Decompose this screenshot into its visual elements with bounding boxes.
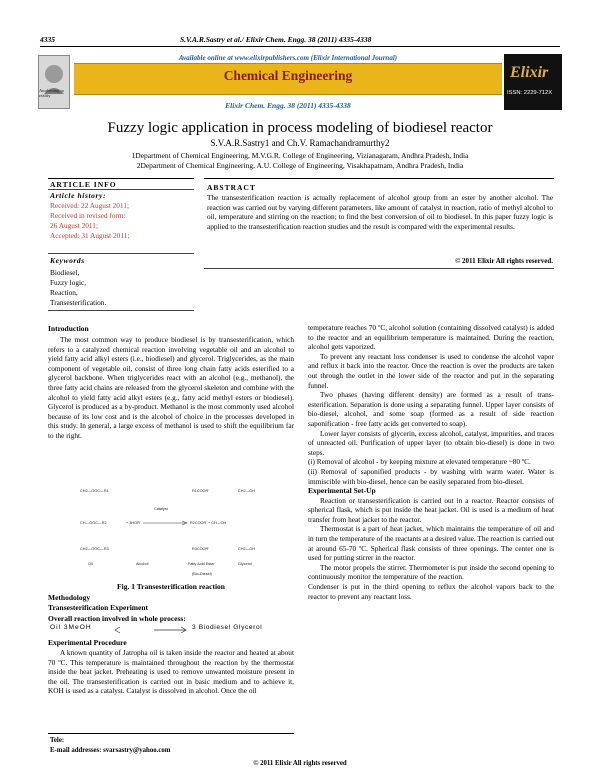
keyword: Fuzzy logic, — [50, 278, 87, 287]
right-p2: To prevent any reactant loss condenser is used to condense the alcohol vapor and reflux it back into the reactor. Once the reaction is over the products are taken out through the outlet in the lower side of the reactor and put in the separating funnel. — [308, 351, 554, 390]
right-p6: (ii) Removal of saponified products - by washing with warm water. Water is immiscible with bio-diesel, hence can be easily separated from bio-diesel. — [308, 466, 554, 486]
overall-reaction-arrows — [114, 626, 188, 634]
footer-copyright: © 2011 Elixir All rights reserved — [253, 760, 347, 767]
intro-heading: Introduction — [48, 324, 89, 333]
available-online: Available online at www.elixirpublishers.com (Elixir International Journal) — [178, 54, 398, 62]
affiliation-2: 2Department of Chemical Engineering, A.U. College of Engineering, Visakhapatnam, Andhra Pradesh, India — [136, 161, 464, 170]
article-info-heading: ARTICLE INFO — [50, 180, 117, 189]
methodology-heading: Methodology — [48, 593, 91, 602]
fig-label-biodiesel: (Bio-Diesel) — [192, 572, 212, 576]
running-title: S.V.A.R.Sastry et al./ Elixir Chem. Engg. 38 (2011) 4335-4338 — [180, 35, 372, 44]
article-title: Fuzzy logic application in process modeling of biodiesel reactor — [107, 120, 493, 136]
right-p5: (i) Removal of alcohol - by keeping mixture at elevated temperature ~80 ºC. — [308, 457, 531, 467]
fig-label-ester: Fatty Acid Ester — [188, 562, 215, 566]
fig-ester-r2: R2COOR' + CH—OH — [190, 521, 227, 525]
fig-label-oil: Oil — [88, 562, 93, 566]
fig-catalyst: Catalyst — [154, 507, 168, 511]
footer-email: E-mail addresses: svarsastry@yahoo.com — [50, 747, 171, 754]
abstract-copyright: © 2011 Elixir All rights reserved. — [455, 257, 553, 265]
fig-oil-r2: CH—OOC—R2 — [80, 521, 107, 525]
abstract-rule-bottom — [204, 268, 554, 269]
reaction-left: Oil 3MeOH — [50, 624, 92, 631]
right-column-text — [308, 323, 554, 601]
fig-oil-r1: CH2—OOC—R1 — [80, 489, 109, 493]
right-p7: Reaction or transesterification is carried out in a reactor. Reactor consists of spherical flask, which is put inside the heat jacket. Oil is used is a medium of heat transfer from heat jacket to the reactor. — [308, 495, 554, 524]
info-rule-mid — [48, 189, 194, 190]
keywords-rule — [48, 253, 194, 254]
fig-ester-r1: R1COOR' — [192, 489, 209, 493]
keyword: Biodiesel, — [50, 268, 80, 277]
abstract-rule-top — [204, 178, 554, 179]
journal-title: Chemical Engineering — [223, 68, 353, 83]
header-rule — [40, 46, 560, 47]
fig-glycerol-r3: CH2—OH — [238, 547, 256, 551]
publisher-logo — [38, 55, 70, 109]
right-p9: The motor propels the stirrer. Thermometer is put inside the second opening to continuously monitor the temperature of the reaction. — [308, 562, 554, 582]
footer-rule — [48, 733, 294, 734]
affiliation-1: 1Department of Chemical Engineering, M.V.G.R. College of Engineering, Vizianagaram, Andhra Pradesh, India — [131, 151, 469, 160]
info-rule-bottom — [48, 310, 194, 311]
setup-heading: Experimental Set-Up — [308, 486, 376, 496]
fig-label-glycerol: Glycerol — [238, 562, 252, 566]
page-number: 4335 — [40, 35, 55, 44]
intro-p1: The most common way to produce biodiesel is by transesterification, which refers to a catalyzed chemical reaction involving vegetable oil and an alcohol to yield fatty acid alkyl esters (i.e., biodiesel) and glycerol. Triglycerides, as the main component of vegetable oil, consist of three long chain fatty acids esterified to a glycerol backbone. When triglycerides react with an alcohol (e.g., methanol), the three fatty acid chains are released from the glycerol skeleton and combine with the alcohol to yield fatty acid alkyl esters (e.g., fatty acid methyl esters or biodiesel). Glycerol is produced as a by-product. Methanol is the most commonly used alcohol because of its low cost and is the alcohol of choice in the processes developed in this study. In general, a large excess of methanol is used to shift the equilibrium far to the right. — [48, 335, 294, 440]
overall-reaction-heading: Overall reaction involved in whole process: — [48, 614, 186, 623]
fig-ester-r3: R3COOR' — [192, 547, 209, 551]
fig-oil-r3: CH2—OOC—R3 — [80, 547, 109, 551]
transesterification-figure — [80, 485, 280, 580]
experimental-procedure-paragraph — [48, 648, 294, 696]
experimental-procedure-heading: Experimental Procedure — [48, 638, 127, 647]
issn: ISSN: 2229-712X — [507, 90, 553, 96]
article-history-heading: Article history: — [50, 191, 107, 200]
right-p10: Condenser is put in the third opening to reflux the alcohol vapors back to the reactor to prevent any reactant loss. — [308, 582, 554, 601]
footer-tele: Tele: — [50, 737, 65, 744]
accepted-date: Accepted: 31 August 2011; — [50, 231, 130, 240]
fig-alcohol: + 3HOR' — [126, 521, 141, 525]
right-p4: Lower layer consists of glycerin, excess alcohol, catalyst, impurities, and traces of unreacted oil. Purification of upper layer (to obtain bio-diesel) is done in two steps. — [308, 428, 554, 457]
elixir-logo — [504, 54, 562, 110]
keyword: Transesterification. — [50, 298, 107, 307]
abstract-heading: ABSTRACT — [207, 183, 256, 192]
fig-label-alcohol: Alcohol — [136, 562, 149, 566]
right-p1: temperature reaches 70 ºC, alcohol solution (containing dissolved catalyst) is added to the reactor and an equilibrium temperature is maintained. During the reaction, alcohol gets vaporized. — [308, 323, 554, 352]
keywords-heading: Keywords — [50, 256, 85, 265]
exp-proc-text: A known quantity of Jatropha oil is taken inside the reactor and heated at about 70 ºC. This temperature is maintained throughout the reaction by the thermostat inside the heat jacket. Preheating is used to remove unwanted moisture present in the oil. The transesterification is carried out in basic medium and to achieve it, KOH is used as a catalyst. Catalyst is dissolved in alcohol. Once the oil — [48, 648, 294, 696]
figure-caption: Fig. 1 Transesterification reaction — [117, 582, 225, 591]
intro-paragraph — [48, 335, 294, 441]
revised-label: Received in revised form: — [50, 211, 126, 220]
received-date: Received: 22 August 2011; — [50, 201, 129, 210]
right-p3: Two phases (having different density) are formed as a result of trans-esterification. Separation is done using a separating funnel. Upper layer consists of bio-diesel, alcohol, and some soap (formed as a result of side reaction saponification - free fatty acids get converted to soap). — [308, 390, 554, 428]
authors: S.V.A.R.Sastry1 and Ch.V. Ramachandramurthy2 — [210, 138, 390, 148]
left-logo-label: Awakening to reality — [39, 88, 64, 98]
transesterification-heading: Transesterification Experiment — [48, 603, 149, 612]
fig-glycerol-r1: CH2—OH — [238, 489, 256, 493]
info-rule-top — [48, 178, 194, 179]
fig-reaction-arrow — [142, 520, 188, 526]
right-p8: Thermostat is a part of heat jacket, which maintains the temperature of oil and in turn the temperature of the reactants at a desired value. The reaction is carried out at around 65-70 ºC. Spherical flask consists of three openings. The center one is used for putting stirrer in the reactor. — [308, 524, 554, 563]
journal-citation: Elixir Chem. Engg. 38 (2011) 4335-4338 — [225, 101, 351, 110]
keyword: Reaction, — [50, 288, 78, 297]
elixir-logo-text: Elixir — [510, 64, 549, 81]
reaction-right: 3 Biodiesel Glycerol — [192, 624, 263, 631]
abstract-text: The transesterification reaction is actually replacement of alcohol group from an ester by another alcohol. The reaction was carried out by varying different parameters, like amount of catalyst in reaction, ratio of methyl alcohol to oil, temperature and stirring on the reaction; to find the best conversion of oil to biodiesel. In this paper fuzzy logic is applied to the transesterification reaction studies and the result is compared with the experimental results. — [207, 193, 553, 231]
revised-date: 26 August 2011; — [50, 221, 98, 230]
